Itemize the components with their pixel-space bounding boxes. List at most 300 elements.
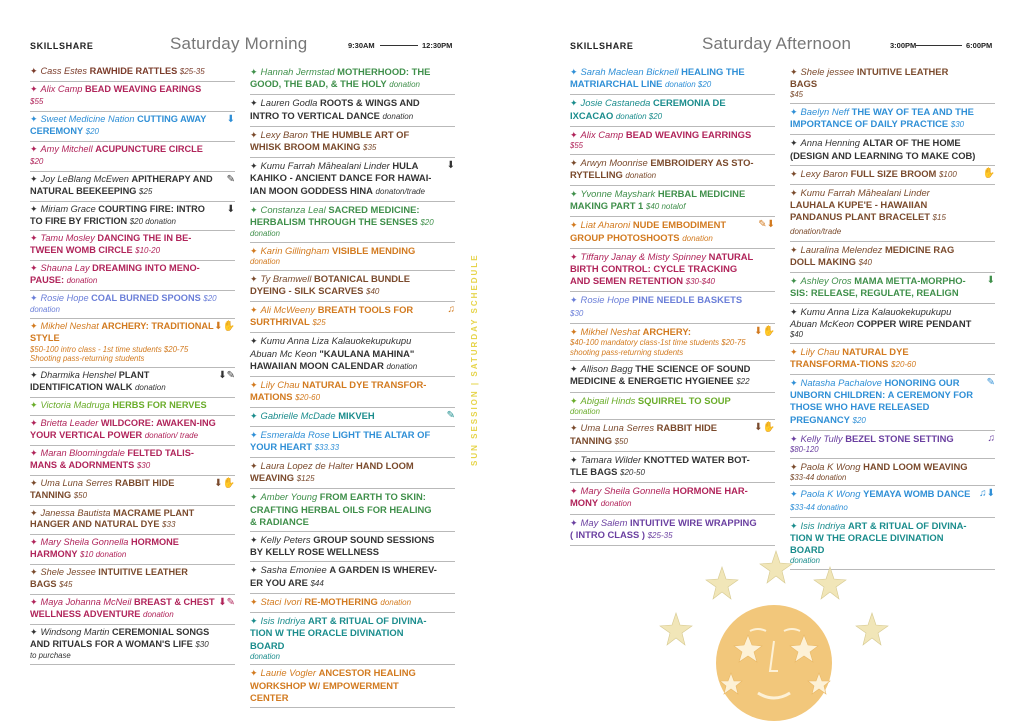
class-entry — [570, 217, 775, 248]
class-price: $10-20 — [135, 246, 161, 256]
star-bullet-icon: ✦ — [250, 67, 258, 77]
class-price: $22 — [736, 377, 750, 387]
sun-face-illustration — [640, 545, 900, 723]
class-entry — [30, 535, 235, 565]
star-bullet-icon: ✦ — [570, 295, 578, 306]
star-bullet-icon: ✦ — [250, 616, 258, 627]
class-title: BEZEL STONE SETTING — [845, 432, 954, 444]
star-bullet-icon: ✦ — [30, 263, 38, 274]
star-bullet-icon: ✦ — [250, 535, 258, 546]
class-entry — [30, 368, 235, 398]
instructor-name: Windsong Martin — [40, 627, 110, 638]
class-price: donation — [389, 80, 420, 90]
star-bullet-icon: ✦ — [570, 395, 578, 406]
brand-label: SKILLSHARE — [570, 41, 634, 51]
star-bullet-icon: ✦ — [790, 520, 798, 531]
class-title: ARCHERY: — [642, 325, 691, 337]
instructor-name: Alix Camp — [40, 83, 83, 94]
class-entry — [250, 158, 455, 202]
star-bullet-icon: ✦ — [250, 668, 258, 679]
class-entry — [250, 427, 455, 458]
class-price: donation — [143, 610, 174, 620]
star-bullet-icon: ✦ — [250, 492, 258, 503]
class-price: $40 — [858, 258, 872, 268]
instructor-name: Shauna Lay — [40, 263, 90, 274]
class-title: FROM EARTH TO SKIN: CRAFTING HERBAL OILS FOR HEALING & RADIANCE — [250, 491, 432, 527]
instructor-name: Maran Bloomingdale — [40, 447, 125, 458]
class-price: $35 — [363, 143, 377, 153]
class-price: donation — [682, 233, 713, 243]
instructor-name: Shele Jessee — [40, 567, 96, 578]
class-note: $55 — [570, 141, 584, 151]
class-note: to purchase — [30, 651, 71, 661]
star-bullet-icon: ✦ — [30, 173, 38, 184]
class-title: ROOTS & WINGS AND INTRO TO VERTICAL DANCE — [250, 97, 420, 121]
class-price: $33-44 donatino — [790, 502, 848, 512]
class-note: $45 — [790, 90, 804, 100]
class-title: BOTANICAL BUNDLE DYEING - SILK SCARVES — [250, 272, 411, 296]
instructor-name: Tiffany Janay & Misty Spinney — [580, 250, 707, 262]
instructor-name: Hannah Jermstad — [260, 66, 335, 77]
star-bullet-icon: ✦ — [570, 326, 578, 337]
class-entry — [30, 625, 235, 665]
activity-icon: ♫⬇ — [979, 488, 995, 500]
class-entry — [30, 261, 235, 291]
instructor-name: Dharmika Henshel — [40, 369, 117, 380]
activity-icon: ✎ — [226, 173, 235, 185]
class-price: $44 — [310, 578, 324, 588]
star-bullet-icon: ✦ — [30, 320, 38, 331]
star-bullet-icon: ✦ — [250, 429, 258, 440]
class-title: NATURAL DYE TRANSFORMA-TIONS — [790, 345, 909, 369]
activity-icon: ⬇✎ — [218, 597, 235, 609]
instructor-name: Rosie Hope — [40, 293, 89, 304]
page-title: Saturday Afternoon — [702, 34, 852, 53]
instructor-name: Gabrielle McDade — [260, 410, 336, 422]
class-price: $20-60 — [295, 393, 321, 403]
instructor-name: Kumu Farrah Māhealani Linder — [260, 160, 390, 172]
class-price: $30 — [195, 640, 209, 650]
instructor-name: Alix Camp — [580, 128, 624, 140]
page-title: Saturday Morning — [170, 34, 308, 53]
class-title: KNOTTED WATER BOT-TLE BAGS — [570, 453, 750, 478]
class-entry — [250, 271, 455, 302]
class-note: $40 — [790, 330, 804, 340]
class-price: $45 — [59, 580, 73, 590]
class-note: donation — [570, 406, 600, 416]
activity-icon: ⬇✋ — [214, 320, 235, 332]
class-entry — [250, 202, 455, 243]
class-price: $30 — [950, 120, 965, 130]
star-bullet-icon: ✦ — [250, 336, 258, 347]
class-title: CEREMONIA DE IXCACAO — [570, 97, 726, 121]
instructor-name: Shele jessee — [800, 66, 855, 77]
time-end: 12:30PM — [422, 41, 453, 50]
class-title: CUTTING AWAY CEREMONY — [30, 113, 207, 136]
star-bullet-icon: ✦ — [790, 461, 798, 472]
star-bullet-icon: ✦ — [570, 129, 578, 140]
instructor-name: Sarah Maclean Bicknell — [580, 66, 679, 77]
star-bullet-icon: ✦ — [30, 293, 38, 304]
class-entry — [570, 95, 775, 126]
class-entry — [790, 273, 995, 303]
star-bullet-icon: ✦ — [570, 251, 578, 262]
star-bullet-icon: ✦ — [790, 138, 798, 149]
instructor-name: Mikhel Neshat — [40, 320, 99, 331]
activity-icon: ✋ — [982, 167, 995, 179]
instructor-name: Staci Ivori — [260, 595, 302, 607]
instructor-name: Miriam Grace — [40, 203, 96, 214]
class-price: $125 — [296, 474, 315, 484]
instructor-name: Paola K Wong — [800, 460, 861, 472]
instructor-name: Lauren Godla — [260, 97, 318, 109]
class-title: ALTAR OF THE HOME (DESIGN AND LEARNING TO MAKE COB) — [790, 137, 976, 161]
activity-icon: ⬇✋ — [754, 422, 775, 434]
instructor-name: Constanza Leal — [260, 203, 326, 215]
class-price: $50 — [73, 490, 88, 500]
instructor-name: Esmeralda Rose — [260, 428, 330, 440]
star-bullet-icon: ✦ — [790, 489, 798, 500]
instructor-name: Tamara Wilder — [580, 453, 642, 465]
star-bullet-icon: ✦ — [790, 188, 798, 199]
class-entry — [570, 127, 775, 155]
star-bullet-icon: ✦ — [570, 454, 578, 465]
class-entry — [250, 95, 455, 126]
instructor-name: Ashley Oros — [800, 275, 852, 287]
star-bullet-icon: ✦ — [790, 433, 798, 444]
class-price: $30-$40 — [685, 277, 715, 287]
instructor-name: Mikhel Neshat — [580, 325, 640, 337]
class-title: HORMONE HARMONY — [30, 537, 179, 560]
class-entry — [30, 172, 235, 202]
instructor-name: Tamu Mosley — [40, 233, 95, 244]
star-bullet-icon: ✦ — [570, 517, 578, 528]
class-entry — [570, 393, 775, 421]
class-title: BEAD WEAVING EARINGS — [84, 83, 202, 94]
instructor-name: Victoria Madruga — [40, 399, 110, 410]
class-entry — [250, 408, 455, 426]
star-bullet-icon: ✦ — [790, 67, 798, 77]
class-note: $80-120 — [790, 445, 819, 455]
afternoon-column-2 — [790, 64, 995, 570]
activity-icon: ⬇ — [986, 275, 995, 287]
class-price: donaton/trade — [375, 186, 425, 196]
class-title: HONORING OUR UNBORN CHILDREN: A CEREMONY FOR THOSE WHO HAVE RELEASED PREGNANCY — [790, 377, 973, 425]
star-bullet-icon: ✦ — [250, 565, 258, 576]
star-bullet-icon: ✦ — [250, 305, 258, 316]
class-title: DREAMING INTO MENO-PAUSE: — [30, 263, 200, 286]
class-title: FULL SIZE BROOM — [850, 167, 937, 179]
class-title: COPPER WIRE PENDANT — [856, 317, 972, 329]
class-title: DANCING THE IN BE-TWEEN WOMB CIRCLE — [30, 233, 192, 256]
star-bullet-icon: ✦ — [250, 161, 258, 172]
class-price: $20-60 — [891, 359, 916, 369]
class-note: donation — [250, 229, 280, 239]
class-price: donation — [386, 361, 418, 371]
instructor-name: Baelyn Neff — [800, 106, 850, 117]
instructor-name: Kumu Anna Liza Kalauokekupukupu Abuan McKeon — [790, 305, 952, 329]
class-title: MOTHERHOOD: THE GOOD, THE BAD, & THE HOLY — [250, 66, 431, 90]
class-entry — [250, 377, 455, 408]
class-title: FELTED TALIS-MANS & ADORNMENTS — [30, 447, 194, 470]
star-bullet-icon: ✦ — [570, 98, 578, 109]
star-bullet-icon: ✦ — [790, 378, 798, 389]
instructor-name: Arwyn Moonrise — [580, 156, 648, 168]
class-title: INTUITIVE LEATHER BAGS — [30, 567, 188, 590]
star-bullet-icon: ✦ — [30, 143, 38, 154]
class-title: "KAULANA MAHINA" HAWAIIAN MOON CALENDAR — [250, 347, 415, 371]
class-title: VISIBLE MENDING — [331, 244, 416, 256]
class-title: THE SCIENCE OF SOUND MEDICINE & ENERGETIC HYGIENEE — [570, 363, 751, 387]
instructor-name: Karin Gillingham — [260, 244, 330, 256]
class-title: HEALING THE MATRIARCHAL LINE — [570, 66, 745, 90]
class-entry — [30, 319, 235, 368]
star-bullet-icon: ✦ — [30, 477, 38, 488]
time-start: 3:00PM — [890, 41, 917, 50]
class-title: RABBIT HIDE TANNING — [30, 477, 175, 500]
class-entry — [790, 64, 995, 104]
class-title: COAL BURNED SPOONS — [91, 293, 201, 304]
class-entry — [790, 486, 995, 517]
class-price: donation — [382, 111, 414, 121]
vertical-session-label: SUN SESSION | SATURDAY SCHEDULE — [470, 253, 479, 467]
class-entry — [250, 562, 455, 593]
class-note: donation — [250, 257, 280, 267]
class-entry — [30, 476, 235, 506]
instructor-name: Mary Sheila Gonnella — [580, 485, 671, 497]
class-entry — [250, 458, 455, 489]
class-title: THE WAY OF TEA AND THE IMPORTANCE OF DAILY PRACTICE — [790, 106, 974, 130]
class-price: $20 — [420, 218, 434, 228]
class-price: $25-35 — [647, 530, 673, 540]
class-title: HULA KAHIKO - ANCIENT DANCE FOR HAWAI-IAN MOON GODDESS HINA — [250, 160, 432, 196]
class-price: donation — [66, 276, 98, 286]
morning-column-1 — [30, 64, 235, 665]
class-price: $20 — [852, 415, 866, 425]
instructor-name: Cass Estes — [40, 66, 88, 76]
time-divider — [916, 45, 962, 46]
class-entry — [250, 243, 455, 271]
class-title: HAND LOOM WEAVING — [863, 460, 968, 472]
class-entry — [570, 292, 775, 323]
class-entry — [570, 324, 775, 361]
class-note: $50-100 intro class - 1st time students $20-75 Shooting pass-returning students — [30, 344, 189, 364]
class-note: $33-44 donation — [790, 472, 847, 482]
instructor-name: Kumu Farrah Māhealani Linder — [800, 187, 930, 199]
class-entry — [790, 104, 995, 135]
class-title: RE-MOTHERING — [304, 595, 378, 607]
star-bullet-icon: ✦ — [250, 411, 258, 422]
class-entry — [570, 452, 775, 483]
instructor-name: Lily Chau — [800, 345, 840, 357]
class-title: APITHERAPY AND NATURAL BEEKEEPING — [30, 173, 213, 196]
class-entry — [250, 665, 455, 708]
class-price: donation — [134, 382, 166, 392]
class-entry — [570, 420, 775, 451]
star-bullet-icon: ✦ — [250, 204, 258, 215]
class-entry — [30, 595, 235, 625]
class-price: donation — [380, 597, 412, 607]
instructor-name: Liat Aharoni — [580, 219, 631, 231]
class-entry — [30, 446, 235, 476]
activity-icon: ♫ — [987, 432, 995, 444]
class-price: $33.33 — [314, 442, 340, 452]
instructor-name: Laurie Vogler — [260, 667, 316, 679]
class-title: ANCESTOR HEALING WORKSHOP W/ EMPOWERMENT CENTER — [250, 667, 416, 703]
class-title: YEMAYA WOMB DANCE — [863, 488, 971, 500]
instructor-name: Paola K Wong — [800, 488, 861, 500]
class-price: donation — [600, 499, 632, 509]
class-price: $50 — [614, 436, 628, 446]
star-bullet-icon: ✦ — [250, 129, 258, 140]
class-price: donation $20 — [615, 111, 663, 121]
class-entry — [790, 431, 995, 459]
class-entry — [30, 231, 235, 261]
star-bullet-icon: ✦ — [30, 83, 38, 94]
instructor-name: Janessa Bautista — [40, 507, 111, 518]
instructor-name: Uma Luna Serres — [40, 477, 113, 488]
star-bullet-icon: ✦ — [570, 423, 578, 434]
time-end: 6:00PM — [966, 41, 993, 50]
star-bullet-icon: ✦ — [30, 627, 38, 638]
class-entry — [250, 594, 455, 613]
class-price: $33 — [162, 520, 176, 530]
instructor-name: Isis Indriya — [800, 519, 846, 531]
star-bullet-icon: ✦ — [570, 157, 578, 168]
star-bullet-icon: ✦ — [790, 244, 798, 255]
activity-icon: ⬇✋ — [214, 477, 235, 489]
class-entry — [30, 112, 235, 142]
instructor-name: Isis Indriya — [260, 615, 306, 627]
class-title: NATURAL BIRTH CONTROL: CYCLE TRACKING AND SEMEN RETENTION — [570, 250, 754, 287]
class-entry — [790, 375, 995, 431]
instructor-name: Mary Sheila Gonnella — [40, 537, 129, 548]
class-title: WILDCORE: AWAKEN-ING YOUR VERTICAL POWER — [30, 417, 216, 440]
instructor-name: Josie Castaneda — [580, 97, 651, 109]
class-price: $25 — [312, 318, 326, 328]
star-bullet-icon: ✦ — [30, 66, 38, 76]
star-bullet-icon: ✦ — [790, 306, 798, 317]
class-title: INTUITIVE LEATHER BAGS — [790, 66, 949, 90]
class-entry — [790, 344, 995, 375]
class-title: ART & RITUAL OF DIVINA-TION W THE ORACLE DIVINATION BOARD — [250, 615, 427, 651]
class-title: PLANT IDENTIFICATION WALK — [30, 369, 150, 392]
class-note: $40-100 mandatory class-1st time students $20-75 shooting pass-returning students — [570, 338, 746, 357]
class-title: SACRED MEDICINE: HERBALISM THROUGH THE SENSES — [250, 203, 420, 228]
class-title: BREATH TOOLS FOR SURTHRIVAL — [250, 304, 414, 328]
star-bullet-icon: ✦ — [30, 417, 38, 428]
class-title: BEAD WEAVING EARRINGS — [625, 128, 752, 140]
class-entry — [790, 304, 995, 344]
star-bullet-icon: ✦ — [30, 203, 38, 214]
class-entry — [250, 489, 455, 532]
class-entry — [250, 302, 455, 333]
class-entry — [790, 459, 995, 487]
class-price: $20-50 — [620, 468, 645, 478]
instructor-name: Lauralina Melendez — [800, 243, 883, 255]
time-divider — [380, 45, 418, 46]
class-title: LAUHALA KUPE'E - HAWAIIAN PANDANUS PLANT BRACELET — [790, 199, 930, 223]
class-entry — [30, 82, 235, 112]
star-bullet-icon: ✦ — [250, 245, 258, 256]
class-entry — [790, 185, 995, 242]
star-bullet-icon: ✦ — [30, 567, 38, 578]
instructor-name: Lexy Baron — [260, 128, 308, 140]
instructor-name: Kelly Peters — [260, 534, 311, 546]
class-note: donation — [790, 556, 820, 566]
instructor-name: Lexy Baron — [800, 167, 848, 179]
class-entry — [30, 506, 235, 536]
instructor-name: Laura Lopez de Halter — [260, 460, 354, 472]
class-entry — [790, 166, 995, 185]
activity-icon: ✎ — [986, 377, 995, 389]
class-title: RAWHIDE RATTLES — [89, 66, 178, 76]
afternoon-column-1 — [570, 64, 775, 546]
instructor-name: Abigail Hinds — [580, 394, 636, 406]
class-price: donation $20 — [664, 80, 712, 90]
star-bullet-icon: ✦ — [250, 461, 258, 472]
class-title: HERBS FOR NERVES — [112, 399, 207, 410]
class-note: donation — [30, 305, 60, 315]
class-entry — [30, 398, 235, 416]
class-entry — [570, 515, 775, 546]
star-bullet-icon: ✦ — [30, 537, 38, 548]
class-title: ARCHERY: TRADITIONAL STYLE — [30, 320, 214, 343]
left-header — [30, 34, 470, 56]
star-bullet-icon: ✦ — [790, 276, 798, 287]
class-price: $25 — [138, 186, 153, 196]
star-bullet-icon: ✦ — [30, 113, 38, 124]
instructor-name: Anna Henning — [800, 137, 860, 149]
instructor-name: Rosie Hope — [580, 294, 630, 306]
class-title: RABBIT HIDE TANNING — [570, 422, 718, 446]
instructor-name: May Salem — [580, 516, 628, 528]
star-bullet-icon: ✦ — [570, 364, 578, 375]
class-price: donation — [625, 170, 657, 180]
class-entry — [250, 532, 455, 562]
class-price: $20 — [30, 156, 44, 166]
class-title: GROUP SOUND SESSIONS BY KELLY ROSE WELLNESS — [250, 534, 435, 558]
class-title: MAMA METTA-MORPHO-SIS: RELEASE, REGULATE, REALIGN — [790, 275, 966, 299]
star-bullet-icon: ✦ — [30, 447, 38, 458]
class-entry — [570, 361, 775, 392]
class-title: A GARDEN IS WHEREV-ER YOU ARE — [250, 564, 437, 588]
class-entry — [570, 249, 775, 293]
class-entry — [30, 565, 235, 595]
star-bullet-icon: ✦ — [570, 220, 578, 231]
class-title: MEDICINE RAG DOLL MAKING — [790, 243, 955, 268]
instructor-name: Joy LeBlang McEwen — [40, 173, 129, 184]
star-bullet-icon: ✦ — [30, 369, 38, 380]
class-price: $15 donation/trade — [790, 213, 946, 236]
instructor-name: Maya Johanna McNeil — [40, 597, 132, 608]
star-bullet-icon: ✦ — [250, 273, 258, 284]
class-entry — [30, 202, 235, 232]
class-title: HAND LOOM WEAVING — [250, 460, 414, 484]
class-price: $25-35 — [179, 67, 205, 76]
star-bullet-icon: ✦ — [30, 507, 38, 518]
class-price: donation/ trade — [144, 430, 199, 440]
instructor-name: Natasha Pachalove — [800, 377, 882, 389]
star-bullet-icon: ✦ — [250, 380, 258, 391]
instructor-name: Amy Mitchell — [40, 143, 93, 154]
instructor-name: Ali McWeeny — [260, 304, 316, 316]
activity-icon: ⬇✎ — [218, 369, 235, 381]
class-title: SQUIRREL TO SOUP — [637, 394, 731, 406]
class-price: $20 — [203, 294, 217, 304]
class-title: MIKVEH — [338, 410, 375, 422]
instructor-name: Ty Bramwell — [260, 272, 312, 284]
